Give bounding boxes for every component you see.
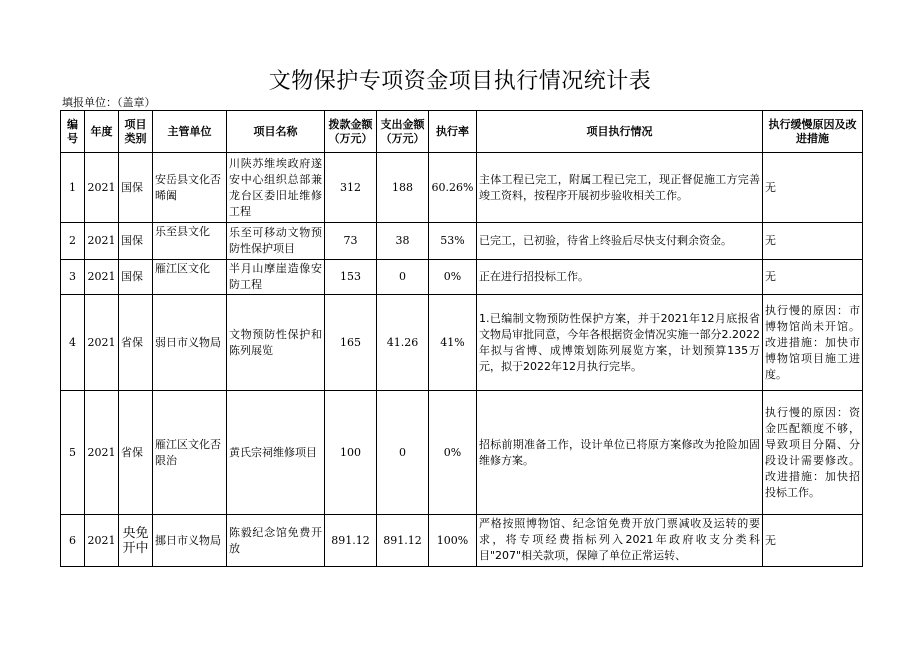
row-spent: 188 xyxy=(377,153,429,223)
row-year: 2021 xyxy=(85,515,119,567)
row-status: 主体工程已完工，附属工程已完工，现正督促施工方完善竣工资料，按程序开展初步验收相关工作。 xyxy=(477,153,763,223)
row-no: 4 xyxy=(61,295,85,391)
row-allocated: 312 xyxy=(325,153,377,223)
row-unit: 挪日市义物局 xyxy=(153,515,227,567)
row-no: 6 xyxy=(61,515,85,567)
row-no: 5 xyxy=(61,391,85,515)
row-category: 省保 xyxy=(119,295,153,391)
row-name: 陈毅纪念馆免费开放 xyxy=(227,515,325,567)
row-category: 国保 xyxy=(119,223,153,260)
row-spent: 891.12 xyxy=(377,515,429,567)
row-spent: 38 xyxy=(377,223,429,260)
table-row xyxy=(61,391,863,515)
header-row xyxy=(61,111,863,153)
header-category: 项目类别 xyxy=(119,111,153,153)
row-no: 3 xyxy=(61,260,85,295)
row-rate: 41% xyxy=(429,295,477,391)
row-year: 2021 xyxy=(85,223,119,260)
row-allocated: 891.12 xyxy=(325,515,377,567)
row-name: 半月山摩崖造像安防工程 xyxy=(227,260,325,295)
row-unit: 雁江区文化 xyxy=(153,260,227,295)
row-spent: 0 xyxy=(377,391,429,515)
table-row xyxy=(61,260,863,295)
row-reason: 无 xyxy=(763,153,863,223)
row-name: 文物预防性保护和陈列展览 xyxy=(227,295,325,391)
row-spent: 0 xyxy=(377,260,429,295)
table-row xyxy=(61,223,863,260)
row-rate: 60.26% xyxy=(429,153,477,223)
filler-unit-label: 填报单位：（盖章） xyxy=(62,96,156,109)
row-allocated: 100 xyxy=(325,391,377,515)
page-title: 文物保护专项资金项目执行情况统计表 xyxy=(268,69,652,94)
table-row xyxy=(61,515,863,567)
row-reason: 无 xyxy=(763,515,863,567)
row-year: 2021 xyxy=(85,295,119,391)
row-name: 黄氏宗祠维修项目 xyxy=(227,391,325,515)
header-unit: 主管单位 xyxy=(153,111,227,153)
row-category: 国保 xyxy=(119,260,153,295)
row-reason: 执行慢的原因：市博物馆尚未开馆。改进措施：加快市博物馆项目施工进度。 xyxy=(763,295,863,391)
header-year: 年度 xyxy=(85,111,119,153)
row-year: 2021 xyxy=(85,260,119,295)
statistics-table xyxy=(60,110,863,567)
header-reason: 执行缓慢原因及改进措施 xyxy=(763,111,863,153)
row-reason: 无 xyxy=(763,260,863,295)
row-unit: 安岳县文化否晞阖 xyxy=(153,153,227,223)
header-rate: 执行率 xyxy=(429,111,477,153)
header-name: 项目名称 xyxy=(227,111,325,153)
row-status: 1.已编制文物预防性保护方案，并于2021年12月底报省文物局审批同意，今年各根据资金情况实施一部分2.2022年拟与省博、成博策划陈列展览方案，计划预算135万元，拟于2022年12月执行完毕。 xyxy=(477,295,763,391)
row-name: 乐至可移动文物预防性保护项目 xyxy=(227,223,325,260)
row-spent: 41.26 xyxy=(377,295,429,391)
row-status: 招标前期准备工作，设计单位已将原方案修改为抢险加固维修方案。 xyxy=(477,391,763,515)
header-spent: 支出金额（万元） xyxy=(377,111,429,153)
row-rate: 100% xyxy=(429,515,477,567)
row-status: 正在进行招投标工作。 xyxy=(477,260,763,295)
header-status: 项目执行情况 xyxy=(477,111,763,153)
row-reason: 无 xyxy=(763,223,863,260)
row-rate: 0% xyxy=(429,391,477,515)
row-status: 已完工，已初验，待省上终验后尽快支付剩余资金。 xyxy=(477,223,763,260)
table-row xyxy=(61,295,863,391)
row-name: 川陕苏维埃政府遂安中心组织总部兼龙台区委旧址维修工程 xyxy=(227,153,325,223)
row-year: 2021 xyxy=(85,153,119,223)
row-unit: 乐至县文化 xyxy=(153,223,227,260)
row-allocated: 73 xyxy=(325,223,377,260)
row-no: 1 xyxy=(61,153,85,223)
row-rate: 53% xyxy=(429,223,477,260)
row-rate: 0% xyxy=(429,260,477,295)
header-no: 编号 xyxy=(61,111,85,153)
table-row xyxy=(61,153,863,223)
row-allocated: 153 xyxy=(325,260,377,295)
row-status: 严格按照博物馆、纪念馆免费开放门票减收及运转的要求，将专项经费指标列入2021年政府收支分类科目"207"相关款项，保障了单位正常运转、 xyxy=(477,515,763,567)
row-allocated: 165 xyxy=(325,295,377,391)
row-category: 央免开中 xyxy=(119,515,153,567)
row-reason: 执行慢的原因：资金匹配额度不够，导致项目分隔、分段设计需要修改。改进措施：加快招投标工作。 xyxy=(763,391,863,515)
row-unit: 雁江区文化否限治 xyxy=(153,391,227,515)
row-category: 省保 xyxy=(119,391,153,515)
row-year: 2021 xyxy=(85,391,119,515)
row-category: 国保 xyxy=(119,153,153,223)
header-allocated: 拨款金额（万元） xyxy=(325,111,377,153)
row-unit: 弱日市义物局 xyxy=(153,295,227,391)
row-no: 2 xyxy=(61,223,85,260)
